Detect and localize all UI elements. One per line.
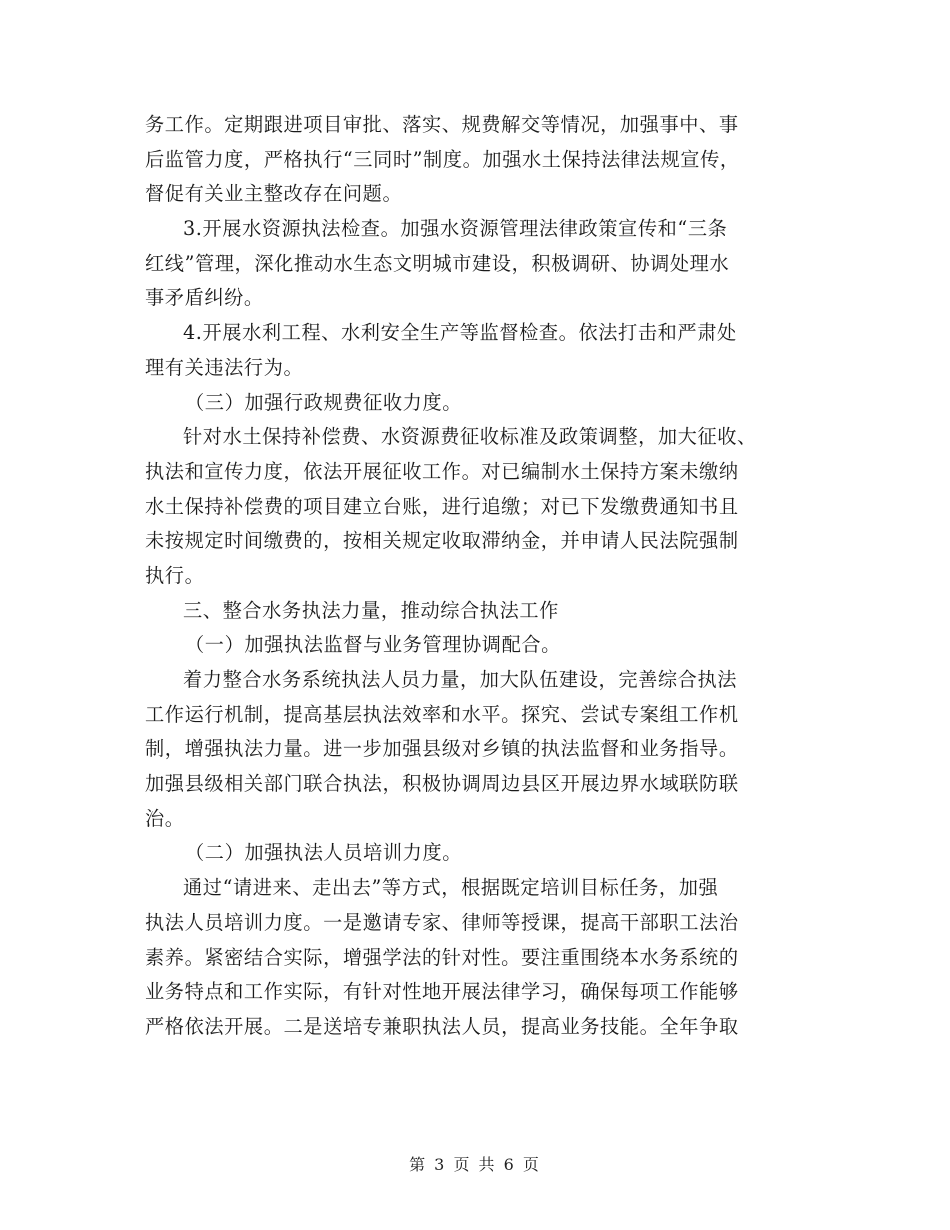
- text-line: 素养。紧密结合实际，增强学法的针对性。要注重围绕本水务系统的: [145, 945, 739, 969]
- text-line: 水土保持补偿费的项目建立台账，进行追缴；对已下发缴费通知书且: [145, 494, 739, 518]
- page-number-footer: 第 3 页 共 6 页: [409, 1155, 541, 1174]
- text-line: 红线”管理，深化推动水生态文明城市建设，积极调研、协调处理水: [145, 251, 730, 275]
- section-heading: （二）加强执法人员培训力度。: [185, 841, 463, 865]
- text-line: 执法人员培训力度。一是邀请专家、律师等授课，提高干部职工法治: [145, 910, 739, 934]
- text-line: 未按规定时间缴费的，按相关规定收取滞纳金，并申请人民法院强制: [145, 529, 739, 553]
- chapter-heading: 三、整合水务执法力量，推动综合执法工作: [183, 598, 559, 622]
- text-line: 后监管力度，严格执行“三同时”制度。加强水土保持法律法规宣传，: [145, 147, 740, 171]
- text-line: 务工作。定期跟进项目审批、落实、规费解交等情况，加强事中、事: [145, 113, 739, 136]
- text-line: 督促有关业主整改存在问题。: [145, 182, 403, 206]
- text-line: 加强县级相关部门联合执法，积极协调周边县区开展边界水域联防联: [145, 772, 739, 796]
- text-line: 事矛盾纠纷。: [145, 286, 264, 310]
- document-body: [145, 108, 805, 1045]
- text-line: 严格依法开展。二是送培专兼职执法人员，提高业务技能。全年争取: [145, 1014, 739, 1038]
- text-line: 业务特点和工作实际，有针对性地开展法律学习，确保每项工作能够: [145, 980, 739, 1004]
- text-line: 制，增强执法力量。进一步加强县级对乡镇的执法监督和业务指导。: [145, 737, 739, 761]
- paragraph-start-line: 3.开展水资源执法检查。加强水资源管理法律政策宣传和“三条: [183, 217, 728, 241]
- paragraph-start-line: 着力整合水务系统执法人员力量，加大队伍建设，完善综合执法: [183, 668, 738, 691]
- text-line: 理有关违法行为。: [145, 355, 304, 379]
- paragraph-start-line: 4.开展水利工程、水利安全生产等监督检查。依法打击和严肃处: [183, 321, 737, 345]
- text-line: 工作运行机制，提高基层执法效率和水平。探究、尝试专案组工作机: [145, 702, 739, 726]
- text-line: 执行。: [145, 563, 205, 587]
- section-heading: （三）加强行政规费征收力度。: [185, 390, 463, 414]
- text-line: 治。: [145, 806, 185, 830]
- text-line: 执法和宣传力度，依法开展征收工作。对已编制水土保持方案未缴纳: [145, 459, 739, 483]
- paragraph-start-line: 通过“请进来、走出去”等方式，根据既定培训目标任务，加强: [183, 876, 719, 900]
- section-heading: （一）加强执法监督与业务管理协调配合。: [185, 633, 561, 657]
- paragraph-start-line: 针对水土保持补偿费、水资源费征收标准及政策调整，加大征收、: [183, 425, 757, 449]
